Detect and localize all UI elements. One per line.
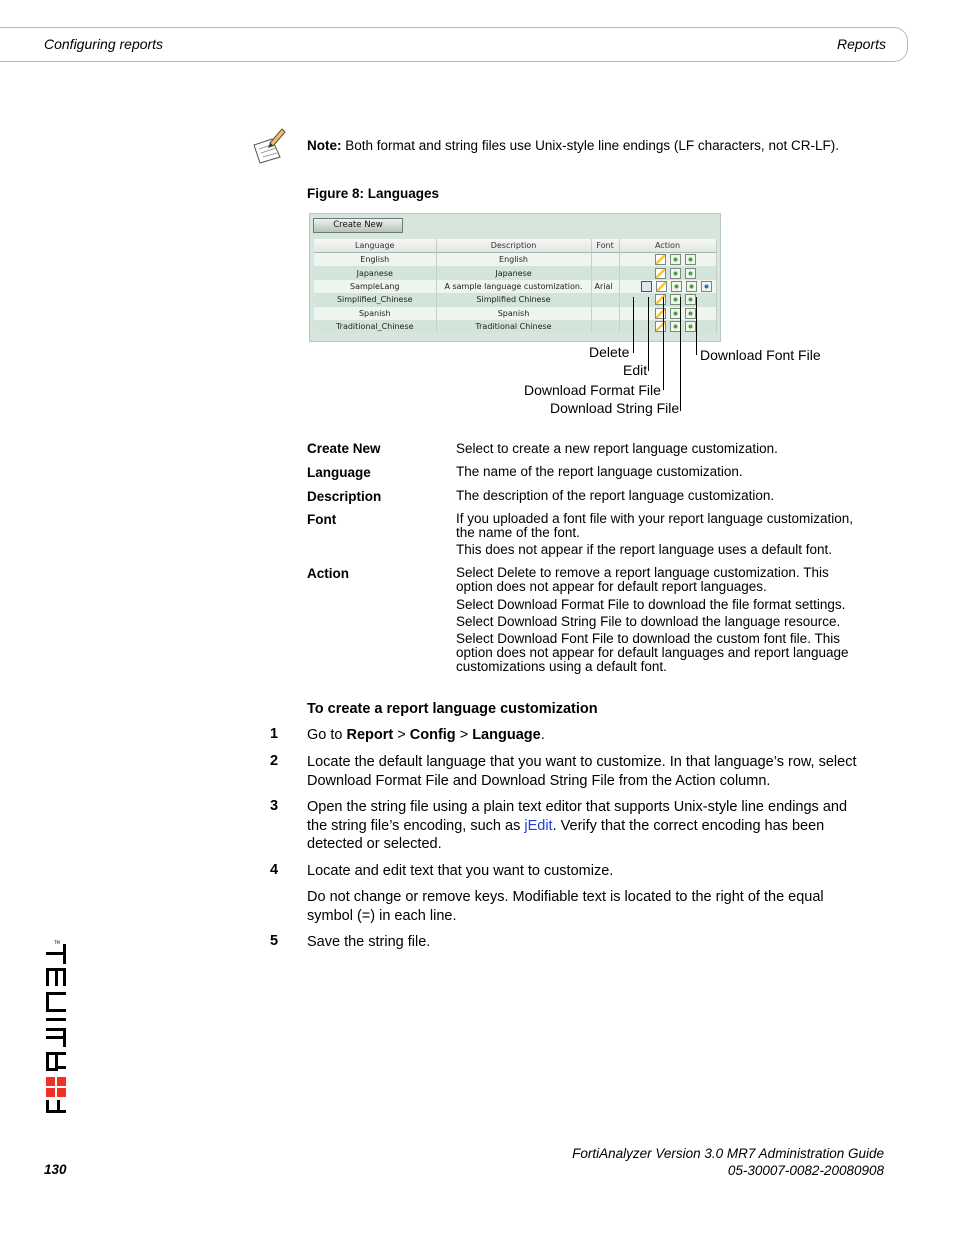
step-number: 5 (270, 933, 279, 949)
column-header-action: Action (619, 239, 716, 253)
desc-description: The description of the report language customization. (456, 488, 775, 503)
footer-doc-id: 05-30007-0082-20080908 (727, 1163, 884, 1178)
callout-download-format: Download Format File (524, 382, 661, 398)
desc-font-2: This does not appear if the report language uses a default font. (456, 542, 833, 557)
callout-download-string: Download String File (550, 400, 680, 416)
table-row (314, 253, 716, 267)
table-row (314, 293, 716, 306)
download-string-icon[interactable] (686, 281, 697, 292)
callout-delete: Delete (589, 344, 630, 360)
description-cell: Spanish (436, 307, 591, 320)
languages-table (314, 239, 717, 333)
description-cell: Japanese (436, 266, 591, 279)
note-pencil-icon (250, 127, 286, 165)
desc-action-1: Select Delete to remove a report language customization. This option does not appear for default report languages. (456, 565, 829, 594)
table-row (314, 280, 716, 293)
download-string-icon[interactable] (685, 294, 696, 305)
svg-text:TM: TM (54, 940, 60, 945)
header-section-title: Configuring reports (44, 36, 164, 52)
language-cell: Japanese (314, 266, 436, 279)
font-cell (591, 253, 619, 267)
procedure-title: To create a report language customization (307, 701, 598, 717)
download-format-icon[interactable] (670, 254, 681, 265)
step-number: 4 (270, 862, 279, 878)
download-string-icon[interactable] (685, 321, 696, 332)
step-2-text: Locate the default language that you want to customize. In that language’s row, select Download Format File and Download String File from the Action column. (307, 754, 857, 789)
font-cell (591, 307, 619, 320)
step-3-text: Open the string file using a plain text editor that supports Unix-style line endings and the string file’s encoding, such as jEdit. Verify that the correct encoding has been detected or selected. (307, 799, 848, 852)
download-string-icon[interactable] (685, 254, 696, 265)
action-cell (619, 280, 716, 293)
desc-action-3: Select Download String File to download the language resource. (456, 614, 841, 629)
edit-icon[interactable] (656, 281, 667, 292)
term-action: Action (307, 566, 349, 581)
action-cell (619, 253, 716, 267)
download-string-icon[interactable] (685, 268, 696, 279)
language-cell: Traditional_Chinese (314, 320, 436, 333)
note-text: Note: Both format and string files use Unix-style line endings (LF characters, not CR-LF). (307, 138, 839, 153)
desc-language: The name of the report language customization. (456, 464, 743, 479)
create-new-button[interactable]: Create New (313, 218, 403, 233)
download-string-icon[interactable] (685, 308, 696, 319)
language-cell: Simplified_Chinese (314, 293, 436, 306)
footer-guide-title: FortiAnalyzer Version 3.0 MR7 Administration Guide (572, 1146, 884, 1161)
desc-action-2: Select Download Format File to download the file format settings. (456, 597, 846, 612)
download-format-icon[interactable] (671, 281, 682, 292)
desc-create-new: Select to create a new report language customization. (456, 441, 778, 456)
description-cell: Traditional Chinese (436, 320, 591, 333)
header-chapter-title: Reports (836, 36, 886, 52)
language-cell: Spanish (314, 307, 436, 320)
step-number: 3 (270, 798, 279, 814)
fortinet-logo (40, 940, 70, 1128)
step-number: 2 (270, 753, 279, 769)
download-format-icon[interactable] (670, 294, 681, 305)
step-5-text: Save the string file. (307, 934, 431, 950)
edit-icon[interactable] (655, 254, 666, 265)
term-font: Font (307, 512, 337, 527)
column-header-font: Font (591, 239, 619, 253)
download-format-leader-line (663, 297, 664, 390)
step-1-text: Go to Report > Config > Language. (307, 727, 545, 743)
font-cell: Arial (591, 280, 619, 293)
delete-leader-line (633, 297, 634, 353)
term-create-new: Create New (307, 441, 381, 456)
download-format-icon[interactable] (670, 308, 681, 319)
edit-icon[interactable] (655, 268, 666, 279)
font-cell (591, 293, 619, 306)
download-font-leader-line (696, 297, 697, 355)
font-cell (591, 320, 619, 333)
term-description: Description (307, 489, 382, 504)
callout-download-font: Download Font File (700, 347, 821, 363)
download-font-icon[interactable] (701, 281, 712, 292)
figure-caption: Figure 8: Languages (307, 186, 440, 201)
action-cell (619, 266, 716, 279)
description-cell: English (436, 253, 591, 267)
language-cell: English (314, 253, 436, 267)
term-language: Language (307, 465, 371, 480)
desc-font-1: If you uploaded a font file with your report language customization, the name of the font. (456, 511, 853, 540)
callout-edit: Edit (623, 362, 648, 378)
delete-icon[interactable] (641, 281, 652, 292)
language-cell: SampleLang (314, 280, 436, 293)
step-4-text: Locate and edit text that you want to customize. (307, 863, 614, 879)
languages-screenshot (309, 213, 721, 342)
download-string-leader-line (680, 297, 681, 411)
table-row (314, 320, 716, 333)
download-format-icon[interactable] (670, 321, 681, 332)
download-format-icon[interactable] (670, 268, 681, 279)
edit-leader-line (648, 297, 649, 371)
column-header-language: Language (314, 239, 436, 253)
desc-action-4: Select Download Font File to download the custom font file. This option does not appear for default languages and report language customizations using a default font. (456, 631, 849, 674)
step-4-note: Do not change or remove keys. Modifiable text is located to the right of the equal symbol (=) in each line. (307, 889, 824, 924)
font-cell (591, 266, 619, 279)
jedit-link[interactable]: jEdit (524, 817, 553, 834)
page-number: 130 (44, 1162, 67, 1177)
description-cell: A sample language customization. (436, 280, 591, 293)
description-cell: Simplified Chinese (436, 293, 591, 306)
step-number: 1 (270, 726, 279, 742)
table-row (314, 307, 716, 320)
column-header-description: Description (436, 239, 591, 253)
table-row (314, 266, 716, 279)
